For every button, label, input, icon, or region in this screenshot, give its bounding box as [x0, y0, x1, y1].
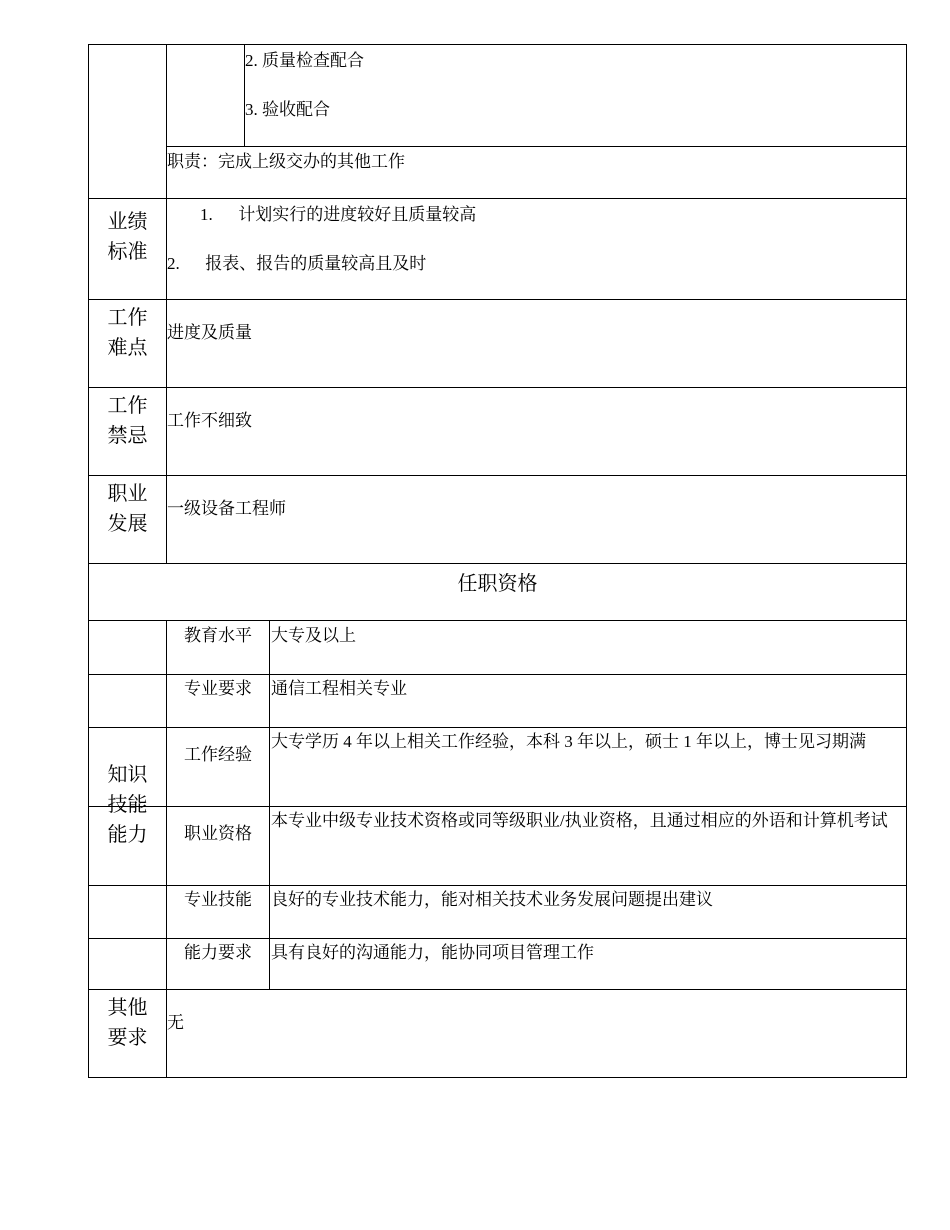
- qualification-item-label: 职业资格: [167, 806, 270, 885]
- career-label: 职业发展: [89, 476, 167, 563]
- qualification-item-label: 专业要求: [167, 674, 270, 727]
- performance-label: 业绩标准: [89, 199, 167, 299]
- taboo-text: 工作不细致: [167, 411, 252, 430]
- career-cell: [167, 476, 906, 563]
- other-requirements-cell: [167, 990, 906, 1077]
- duty-statement: 职责：完成上级交办的其他工作: [167, 152, 405, 171]
- other-requirements-row: [88, 990, 907, 1078]
- career-row: [88, 476, 907, 564]
- qualification-item: [89, 621, 906, 675]
- performance-row: [88, 199, 907, 300]
- qualification-item-label: 教育水平: [167, 621, 270, 674]
- qualification-item-value: 具有良好的沟通能力，能协同项目管理工作: [271, 943, 594, 962]
- qualification-item-value: 大专及以上: [271, 626, 356, 645]
- difficulty-row: [88, 300, 907, 388]
- difficulty-label: 工作难点: [89, 300, 167, 387]
- qualification-item-value: 良好的专业技术能力，能对相关技术业务发展问题提出建议: [271, 890, 713, 909]
- qualification-item: [89, 938, 906, 989]
- qualification-title-row: [88, 564, 907, 621]
- qualification-item-value: 大专学历 4 年以上相关工作经验，本科 3 年以上，硕士 1 年以上，博士见习期满: [271, 732, 866, 751]
- qualification-item-label: 能力要求: [167, 938, 270, 989]
- qualification-item-value: 通信工程相关专业: [271, 679, 407, 698]
- other-requirements-text: 无: [167, 1013, 184, 1032]
- qualification-item: [89, 806, 906, 886]
- empty-label-cell: [89, 45, 167, 198]
- performance-item: 1. 计划实行的进度较好且质量较高: [200, 205, 477, 224]
- performance-cell: [167, 199, 906, 299]
- taboo-cell: [167, 388, 906, 475]
- qualification-item: [89, 885, 906, 939]
- qualification-item-value: 本专业中级专业技术资格或同等级职业/执业资格，且通过相应的外语和计算机考试: [271, 811, 888, 830]
- duties-cell: [167, 45, 906, 198]
- duty-item: 3. 验收配合: [245, 100, 330, 119]
- taboo-row: [88, 388, 907, 476]
- difficulty-cell: [167, 300, 906, 387]
- qualification-item: [89, 727, 906, 807]
- job-description-table: [88, 44, 907, 1078]
- taboo-label: 工作禁忌: [89, 388, 167, 475]
- qualification-item-label: 专业技能: [167, 885, 270, 938]
- qualification-item: [89, 674, 906, 728]
- duties-continuation-row: [88, 44, 907, 199]
- qualification-item-label: 工作经验: [167, 727, 270, 806]
- performance-item: 2. 报表、报告的质量较高且及时: [167, 254, 427, 273]
- duty-item: 2. 质量检查配合: [245, 51, 364, 70]
- qualification-title: 任职资格: [457, 573, 538, 595]
- qualification-group-label: 知识技能能力: [89, 621, 167, 989]
- qualification-group-row: [88, 621, 907, 990]
- career-text: 一级设备工程师: [167, 499, 286, 518]
- other-requirements-label: 其他要求: [89, 990, 167, 1077]
- difficulty-text: 进度及质量: [167, 323, 252, 342]
